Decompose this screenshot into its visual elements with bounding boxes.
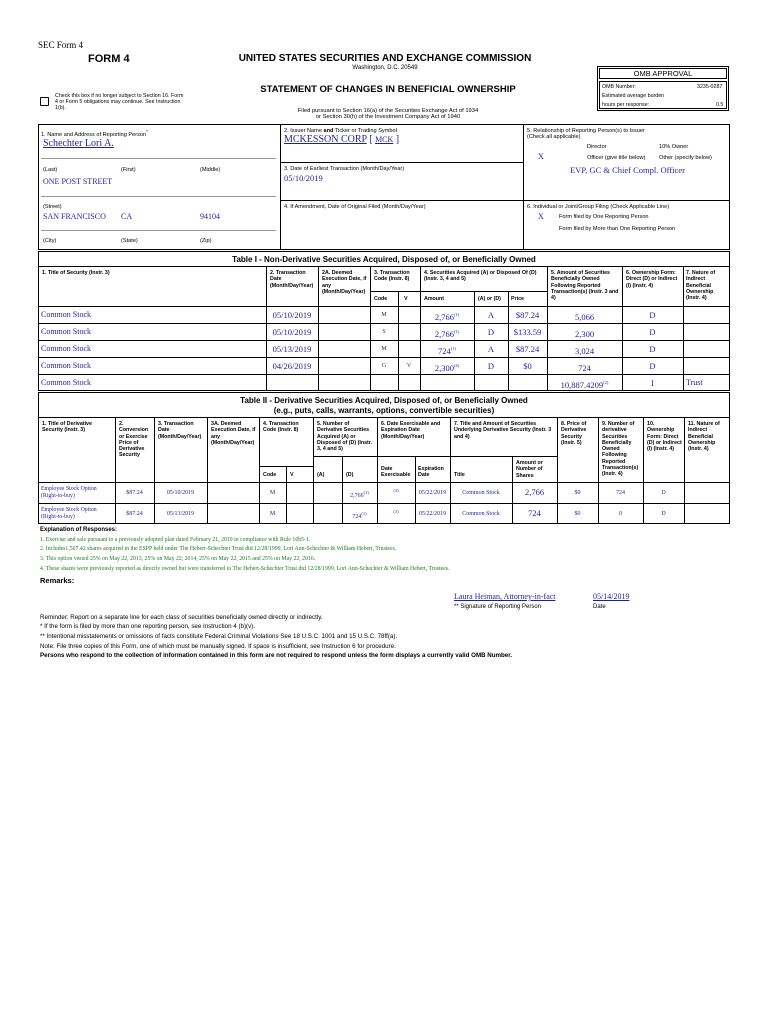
t1-h-code: 3. Transaction Code (Instr. 8): [374, 270, 410, 283]
director-label: Director: [587, 144, 607, 150]
amendment-label: 4. If Amendment, Date of Original Filed (Month/Day/Year): [284, 204, 426, 210]
reporting-person-label: 1. Name and Address of Reporting Person*: [41, 129, 148, 138]
t1-h-date: 2. Transaction Date (Month/Day/Year): [270, 270, 314, 289]
t1-r2-date: 05/13/2019: [272, 344, 312, 354]
reporting-zip: 94104: [200, 212, 220, 221]
t1-r1-code: S: [382, 329, 386, 335]
t2-h-code-sub: Code: [263, 472, 277, 478]
t1-r1-date: 05/10/2019: [272, 327, 312, 337]
issuer-name-ticker[interactable]: MCKESSON CORP [ MCK ]: [284, 134, 400, 145]
earliest-transaction-date: 05/10/2019: [284, 173, 323, 183]
t1-h-aord-sub: (A) or (D): [478, 296, 501, 302]
t2-h-code: 4. Transaction Code (Instr. 8): [263, 421, 299, 434]
commission-city: Washington, D.C. 20549: [352, 65, 418, 71]
t1-r3-amount: 2,300$^{(4)}$: [434, 362, 460, 373]
t1-r3-form: D: [649, 361, 656, 371]
footer-note-3: Note: File three copies of this Form, one of which must be manually signed. If space is insufficient, see Instruction 6 for procedure.: [40, 643, 396, 650]
t2-r0-title: Employee Stock Option (Right-to-buy): [41, 486, 97, 499]
one-person-label: Form filed by One Reporting Person: [559, 214, 649, 220]
street-label: (Street): [43, 204, 62, 210]
t2-h-d-sub: (D): [346, 472, 354, 478]
one-person-check-mark[interactable]: X: [538, 212, 544, 221]
t2-h-number: 5. Number of Derivative Securities Acquired (A) or Disposed of (D) (Instr. 3, 4 and 5): [317, 421, 373, 453]
t1-r0-date: 05/10/2019: [272, 310, 312, 320]
commission-title: UNITED STATES SECURITIES AND EXCHANGE COMMISSION: [238, 53, 532, 64]
t1-r2-title: Common Stock: [41, 344, 92, 353]
omb-approval-title: OMB APPROVAL: [633, 69, 693, 78]
reporting-state: CA: [121, 212, 133, 221]
reporting-address: ONE POST STREET: [43, 177, 113, 186]
explanation-title: Explanation of Responses:: [40, 527, 118, 533]
explanation-3: 3. This option vested 25% on May 22, 2013, 25% on May 22, 2014, 25% on May 22, 2015 and 25% on May 22, 2016.: [40, 556, 316, 562]
t2-r0-exp: 05/22/2019: [418, 490, 447, 496]
t1-r1-title: Common Stock: [41, 327, 92, 336]
no-longer-subject-checkbox[interactable]: [40, 97, 49, 106]
checkbox-instruction: Check this box if no longer subject to Section 16. Form 4 or Form 5 obligations may continue. See Instruction 1(b).: [55, 93, 184, 111]
t2-h-underlying: 7. Title and Amount of Securities Underlying Derivative Security (Instr. 3 and 4): [454, 421, 552, 440]
earliest-transaction-label: 3. Date of Earliest Transaction (Month/Day/Year): [284, 166, 405, 172]
signature-name: Laura Heiman, Attorney-in-fact: [454, 592, 556, 601]
t2-h-a-sub: (A): [317, 472, 325, 478]
t2-r0-owned: 724: [616, 490, 625, 496]
t1-h-code-sub: Code: [374, 296, 388, 302]
reporting-city: SAN FRANCISCO: [43, 212, 106, 221]
t2-r0-price: $87.24: [126, 490, 143, 496]
t1-r1-owned: 2,300: [574, 328, 595, 339]
t1-r3-date: 04/26/2019: [272, 361, 312, 371]
t2-h-title: 1. Title of Derivative Security (Instr. 3): [42, 421, 92, 434]
t2-r0-shares: 2,766: [524, 487, 545, 497]
t1-r1-amount: 2,766$^{(1)}$: [434, 328, 460, 339]
officer-label: Officer (give title below): [587, 155, 646, 161]
t1-r0-title: Common Stock: [41, 310, 92, 319]
omb-number-label: OMB Number:: [602, 84, 636, 90]
sec-form-label: SEC Form 4: [38, 40, 84, 50]
explanation-1: 1. Exercise and sale pursuant to a previously adopted plan dated February 21, 2019 in compliance with Rule 10b5-1.: [40, 537, 311, 543]
signature-label: ** Signature of Reporting Person: [454, 604, 542, 610]
t1-r1-ad: D: [487, 327, 495, 337]
t2-h-exercisable: 6. Date Exercisable and Expiration Date (Month/Day/Year): [381, 421, 441, 440]
officer-check-mark[interactable]: X: [538, 152, 544, 161]
t1-h-v-sub: V: [404, 296, 408, 302]
explanation-4: 4. These shares were previously reported as directly owned but were transferred to The Hebert-Schechter Trust dtd 12/28/1999, Lori Ann-Schechter & William Hebert, Trustees.: [40, 566, 450, 572]
t2-r1-exer: (3): [393, 509, 399, 514]
t2-r1-title: Employee Stock Option (Right-to-buy): [41, 507, 97, 520]
t1-r4-form: I: [651, 378, 654, 388]
t2-r0-d: 2,766$^{(1)}$: [350, 490, 369, 499]
t1-r1-price: $133.59: [513, 327, 542, 337]
t1-r0-form: D: [649, 310, 656, 320]
t1-h-acquired: 4. Securities Acquired (A) or Disposed Of (D) (Instr. 3, 4 and 5): [424, 270, 537, 283]
t2-r1-d: 724$^{(1)}$: [352, 511, 367, 520]
signature-date: 05/14/2019: [593, 592, 630, 601]
explanation-2: 2. Includes1,507.42 shares acquired in the ESPP held under The Hebert-Schechter Trust dtd 12/28/1999, Lori Ann-Schechter & William Hebert, Trustees.: [40, 546, 397, 552]
t2-h-v-sub: V: [290, 472, 294, 478]
t1-h-deemed: 2A. Deemed Execution Date, if any (Month/Day/Year): [322, 270, 367, 295]
t1-r2-form: D: [649, 344, 656, 354]
t2-h-form: 10. Ownership Form: Direct (D) or Indirect (I) (Instr. 4): [647, 421, 682, 453]
t2-r1-date: 05/13/2019: [166, 511, 195, 517]
t1-r1-form: D: [649, 327, 656, 337]
first-label: (First): [121, 167, 136, 173]
other-label: Other (specify below): [659, 155, 712, 161]
t1-r3-owned: 724: [578, 362, 591, 373]
filed-pursuant-1: Filed pursuant to Section 16(a) of the Securities Exchange Act of 1934: [297, 108, 479, 114]
t1-r2-amount: 724$^{(1)}$: [438, 345, 456, 356]
filed-pursuant-2: or Section 30(h) of the Investment Company Act of 1940: [315, 114, 461, 120]
t1-r2-code: M: [381, 346, 387, 352]
zip-label: (Zip): [200, 238, 212, 244]
t2-r1-code: M: [269, 511, 276, 517]
footer-reminder: Reminder: Report on a separate line for each class of securities beneficially owned directly or indirectly.: [40, 614, 323, 621]
city-label: (City): [43, 238, 57, 244]
footer-note-2: ** Intentional misstatements or omissions of facts constitute Federal Criminal Violations See 18 U.S.C. 1001 and 15 U.S.C. 78ff(a).: [40, 633, 398, 640]
t1-r0-amount: 2,766$^{(1)}$: [434, 311, 460, 322]
t1-r0-code: M: [381, 312, 387, 318]
t2-h-title-sub: Title: [454, 472, 465, 478]
t2-r0-exer: (3): [393, 488, 399, 493]
t1-r0-price: $87.24: [515, 310, 540, 320]
t1-r3-ad: D: [487, 361, 495, 371]
t1-r3-code: G: [381, 363, 387, 369]
t1-r0-owned: 5,066: [574, 311, 595, 322]
t2-h-exp-sub: Expiration Date: [418, 466, 444, 479]
t2-r1-form: D: [661, 511, 666, 517]
officer-title: EVP, GC & Chief Compl. Officer: [570, 165, 685, 175]
t2-r1-dprice: $0: [574, 511, 581, 517]
reporting-person-name[interactable]: Schechter Lori A.: [43, 138, 114, 149]
last-label: (Last): [43, 167, 58, 173]
t2-h-price: 8. Price of Derivative Security (Instr. 5): [561, 421, 587, 446]
footer-note-1: * If the form is filed by more than one reporting person, see Instruction 4 (b)(v).: [40, 623, 255, 630]
t2-h-deemed: 3A. Deemed Execution Date, if any (Month/Day/Year): [211, 421, 256, 446]
hours-label: hours per response:: [602, 102, 650, 108]
t1-r3-price: $0: [523, 361, 532, 371]
t1-r2-ad: A: [487, 344, 495, 354]
t1-h-form: 6. Ownership Form: Direct (D) or Indirect (I) (Instr. 4): [626, 270, 678, 289]
table-1-title: Table I - Non-Derivative Securities Acquired, Disposed of, or Beneficially Owned: [232, 255, 536, 264]
t2-r0-dprice: $0: [574, 490, 581, 496]
t2-r0-date: 05/10/2019: [166, 490, 195, 496]
t2-h-shares-sub: Amount or Number of Shares: [516, 460, 543, 479]
t2-r1-exp: 05/22/2019: [418, 511, 447, 517]
table-2-subtitle: (e.g., puts, calls, warrants, options, convertible securities): [273, 406, 495, 415]
t1-r0-ad: A: [487, 310, 495, 320]
t1-h-owned: 5. Amount of Securities Beneficially Owned Following Reported Transaction(s) (Instr. 3 and 4): [551, 270, 619, 302]
t2-h-date-ex-sub: Date Exercisable: [381, 466, 411, 479]
t2-r1-shares: 724: [528, 508, 541, 518]
table-2-title: Table II - Derivative Securities Acquired, Disposed of, or Beneficially Owned: [240, 396, 528, 405]
more-person-label: Form filed by More than One Reporting Person: [559, 226, 676, 232]
t2-h-owned: 9. Number of derivative Securities Beneficially Owned Following Reported Transaction(s) (Instr. 4): [602, 421, 639, 478]
t2-r1-price: $87.24: [126, 511, 143, 517]
t1-r2-owned: 3,024: [574, 345, 595, 356]
t1-h-amount-sub: Amount: [424, 296, 445, 302]
t1-r4-owned: 10,887.4209$^{(2)}$: [560, 379, 609, 390]
t2-r0-form: D: [661, 490, 666, 496]
t1-h-price-sub: Price: [511, 296, 524, 302]
t1-h-nature: 7. Nature of Indirect Beneficial Ownership (Instr. 4): [686, 270, 716, 302]
omb-number: 3235-0287: [697, 84, 723, 90]
t2-h-date: 3. Transaction Date (Month/Day/Year): [158, 421, 202, 440]
t1-r3-v: V: [406, 363, 412, 369]
footer-note-4: Persons who respond to the collection of information contained in this form are not required to respond unless the form displays a currently valid OMB Number.: [40, 652, 513, 659]
t1-r3-title: Common Stock: [41, 361, 92, 370]
t2-r1-owned: 0: [619, 511, 622, 517]
t2-r1-stitle: Common Stock: [462, 511, 500, 517]
t1-r4-nature: Trust: [686, 378, 703, 387]
statement-title: STATEMENT OF CHANGES IN BENEFICIAL OWNERSHIP: [260, 84, 516, 95]
state-label: (State): [121, 238, 138, 244]
ten-percent-owner-label: 10% Owner: [659, 144, 689, 150]
t2-r0-code: M: [269, 490, 276, 496]
issuer-label: 2. Issuer Name and Ticker or Trading Symbol: [284, 128, 397, 134]
t2-h-nature: 11. Nature of Indirect Beneficial Ownership (Instr. 4): [688, 421, 720, 453]
hours-value: 0.5: [716, 102, 724, 108]
remarks-label: Remarks:: [40, 576, 75, 585]
t1-r4-title: Common Stock: [41, 378, 92, 387]
filing-type-label: 6. Individual or Joint/Group Filing (Check Applicable Line): [527, 204, 670, 210]
t1-h-title: 1. Title of Security (Instr. 3): [42, 270, 110, 276]
t1-r2-price: $87.24: [515, 344, 540, 354]
date-label: Date: [593, 604, 606, 610]
check-all-label: (Check all applicable): [527, 134, 581, 140]
t2-h-conversion: 2. Conversion or Exercise Price of Derivative Security: [119, 421, 149, 459]
t2-r0-stitle: Common Stock: [462, 490, 500, 496]
middle-label: (Middle): [200, 167, 221, 173]
relationship-label: 5. Relationship of Reporting Person(s) to Issuer: [527, 128, 645, 134]
burden-label: Estimated average burden: [602, 93, 665, 99]
form-title: FORM 4: [88, 53, 130, 65]
